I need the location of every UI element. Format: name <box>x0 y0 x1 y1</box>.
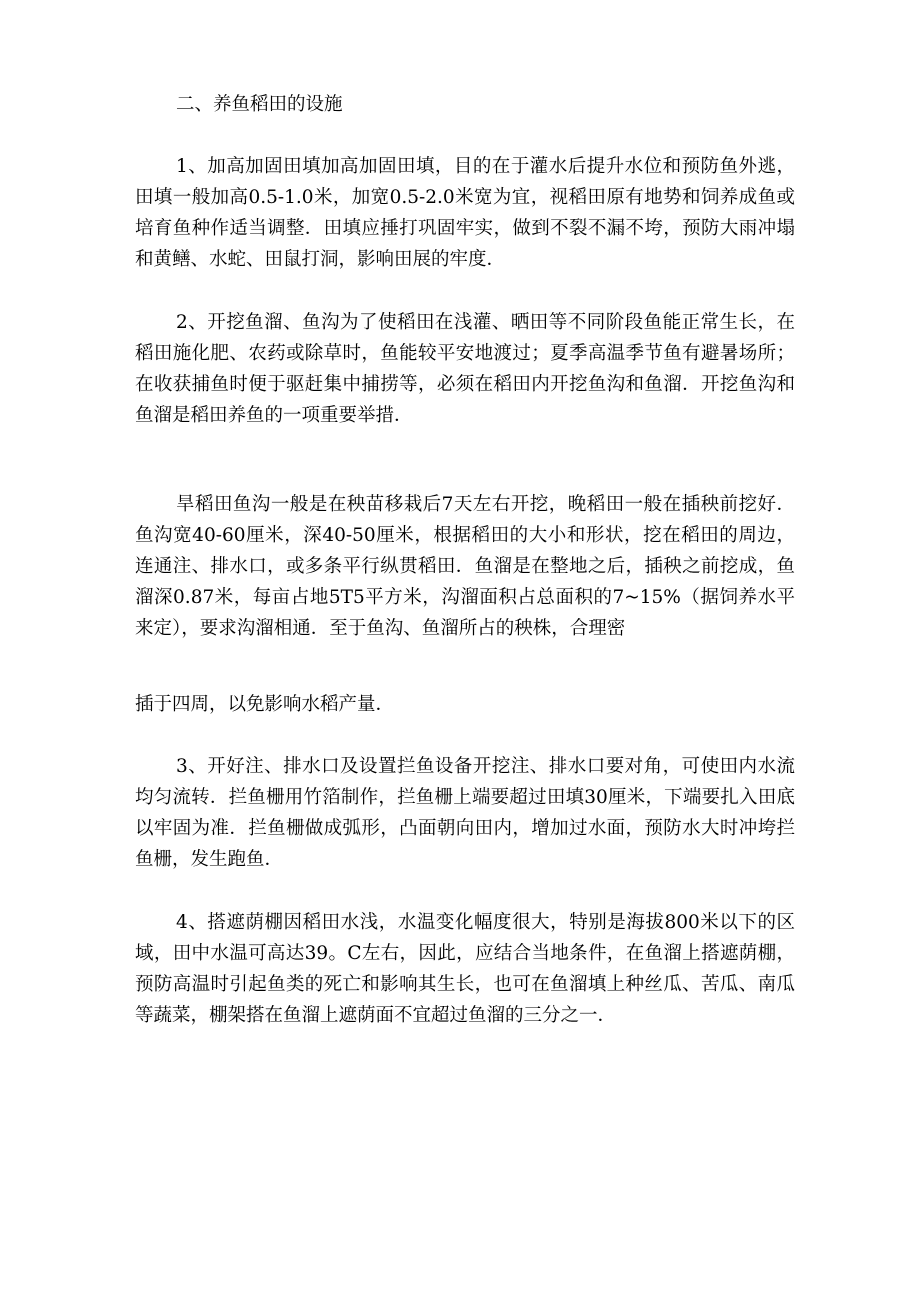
paragraph-raise-field-ridge: 1、加高加固田填加高加固田填，目的在于灌水后提升水位和预防鱼外逃，田填一般加高0.5-1.0米，加宽0.5-2.0米宽为宜，视稻田原有地势和饲养成鱼或培育鱼种作适当调整．田填应捶打巩固牢实，做到不裂不漏不垮，预防大雨冲塌和黄鳝、水蛇、田鼠打洞，影响田展的牢度． <box>135 156 795 270</box>
paragraph-ditch-continuation: 插于四周，以免影响水稻产量． <box>135 694 395 715</box>
paragraph-shade-shelter: 4、搭遮荫棚因稻田水浅，水温变化幅度很大，特别是海拔800米以下的区域，田中水温可高达39。C左右，因此，应结合当地条件，在鱼溜上搭遮荫棚，预防高温时引起鱼类的死亡和影响其生长，也可在鱼溜填上种丝瓜、苦瓜、南瓜等蔬菜，棚架搭在鱼溜上遮荫面不宜超过鱼溜的三分之一． <box>135 912 795 1026</box>
paragraph-inlet-outlet-screens: 3、开好注、排水口及设置拦鱼设备开挖注、排水口要对角，可使田内水流均匀流转．拦鱼栅用竹箔制作，拦鱼栅上端要超过田填30厘米，下端要扎入田底以牢固为准．拦鱼栅做成弧形，凸面朝向田内，增加过水面，预防水大时冲垮拦鱼栅，发生跑鱼． <box>135 756 795 870</box>
paragraph-dig-fish-pits: 2、开挖鱼溜、鱼沟为了使稻田在浅灌、晒田等不同阶段鱼能正常生长，在稻田施化肥、农药或除草时，鱼能较平安地渡过；夏季高温季节鱼有避暑场所；在收获捕鱼时便于驱赶集中捕捞等，必须在稻田内开挖鱼沟和鱼溜．开挖鱼沟和鱼溜是稻田养鱼的一项重要举措． <box>135 312 795 426</box>
section-heading: 二、养鱼稻田的设施 <box>176 94 343 115</box>
paragraph-ditch-timing: 旱稻田鱼沟一般是在秧苗移栽后7天左右开挖，晚稻田一般在插秧前挖好．鱼沟宽40-60厘米，深40-50厘米，根据稻田的大小和形状，挖在稻田的周边，连通注、排水口，或多条平行纵贯稻田．鱼溜是在整地之后，插秧之前挖成，鱼溜深0.87米，每亩占地5T5平方米，沟溜面积占总面积的7~15%（据饲养水平来定），要求沟溜相通．至于鱼沟、鱼溜所占的秧株，合理密 <box>135 494 795 639</box>
